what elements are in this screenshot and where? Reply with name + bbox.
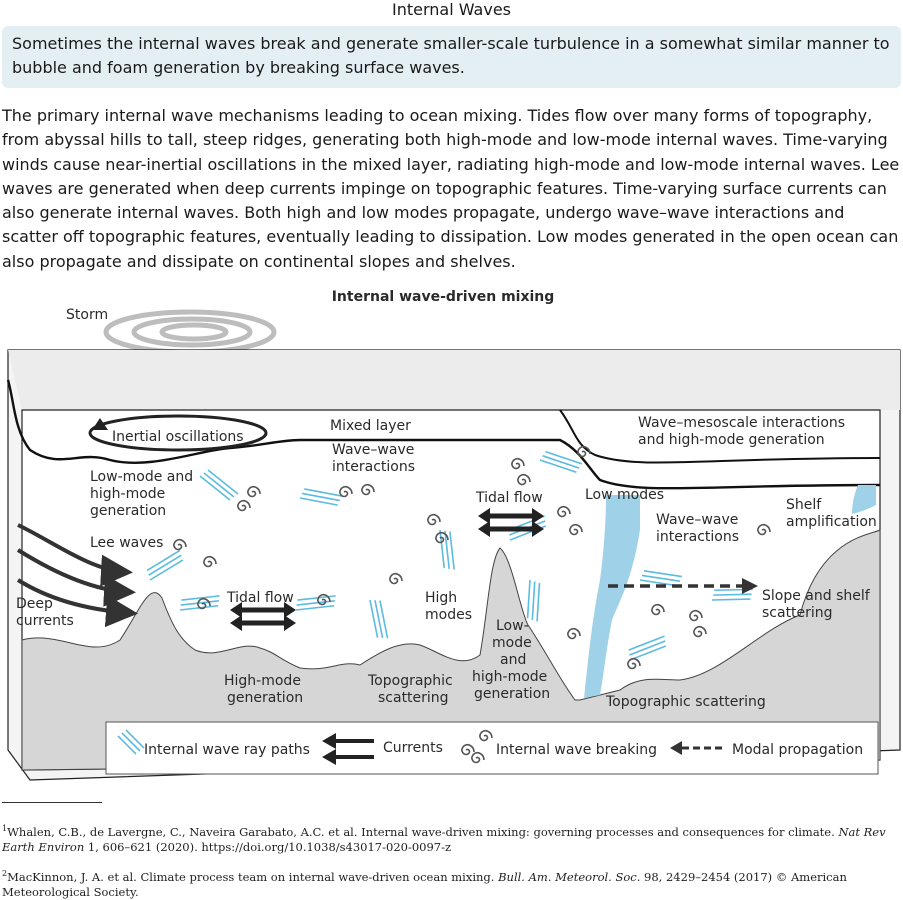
page-title: Internal Waves: [392, 0, 511, 19]
storm-swirl-icon: [106, 312, 274, 352]
deep-currents-label: Deep currents: [16, 596, 74, 629]
high-mode-gen-label: High-mode generation: [224, 673, 304, 706]
topo-scatter-label-2: Topographic scattering: [606, 694, 766, 710]
low-modes-label: Low modes: [585, 487, 665, 503]
legend-modal: Modal propagation: [732, 742, 864, 758]
legend: [106, 722, 878, 774]
tidal-flow-left-label: Tidal flow: [227, 590, 294, 606]
storm-label: Storm: [66, 307, 109, 323]
low-high-gen-label-2: Low-mode and high-mode generation: [472, 618, 551, 702]
footnote-1: $^1$Whalen, C.B., de Lavergne, C., Naveira Garabato, A.C. et al. Internal wave-driven mixing: governing processes and consequences for climate. Nat Rev Earth Environ 1, 606–621 (2020). https://doi.org/10.1038/s43017-020-0097-z: [2, 824, 886, 854]
shelf-amplification-label: Shelf amplification: [786, 497, 877, 530]
mesoscale-label: Wave–mesoscale interactions and high-mode generation: [638, 415, 846, 448]
footnote-2: $^2$MacKinnon, J. A. et al. Climate process team on internal wave-driven ocean mixing. Bull. Am. Meteorol. Soc. 98, 2429–2454 (2017) © American Meteorological Society.: [2, 869, 847, 899]
inertial-oscillations-label: Inertial oscillations: [112, 429, 244, 445]
figure-title: Internal wave-driven mixing: [331, 289, 555, 305]
legend-breaking: Internal wave breaking: [496, 742, 658, 758]
mixing-diagram: [0, 280, 903, 800]
footnote-rule: [2, 802, 102, 803]
wave-wave-label-1: Wave–wave interactions: [332, 442, 416, 475]
lee-waves-label: Lee waves: [90, 535, 164, 551]
high-modes-label: High modes: [425, 590, 472, 623]
legend-ray-paths: Internal wave ray paths: [144, 742, 310, 758]
mixed-layer-label: Mixed layer: [330, 418, 411, 434]
figure-caption: The primary internal wave mechanisms leading to ocean mixing. Tides flow over many forms of topography, from abyssal hills to tall, steep ridges, generating both high-mode and low-mode internal waves. Time-varying winds cause near-inertial oscillations in the mixed layer, radiating high-mode and low-mode internal waves. Lee waves are generated when deep currents impinge on topographic features. Time-varying surface currents can also generate internal waves. Both high and low modes propagate, undergo wave–wave interactions and scatter off topographic features, eventually leading to dissipation. Low modes generated in the open ocean can also propagate and dissipate on continental slopes and shelves.: [2, 106, 900, 271]
callout-box: Sometimes the internal waves break and generate smaller-scale turbulence in a somewhat similar manner to bubble and foam generation by breaking surface waves.: [2, 26, 901, 88]
legend-currents: Currents: [383, 740, 443, 756]
topo-scatter-label-1: Topographic scattering: [368, 673, 453, 706]
slope-shelf-label: Slope and shelf scattering: [762, 588, 870, 621]
low-high-gen-label: Low-mode and high-mode generation: [90, 469, 194, 519]
tidal-flow-mid-label: Tidal flow: [476, 490, 543, 506]
wave-wave-label-2: Wave–wave interactions: [656, 512, 740, 545]
